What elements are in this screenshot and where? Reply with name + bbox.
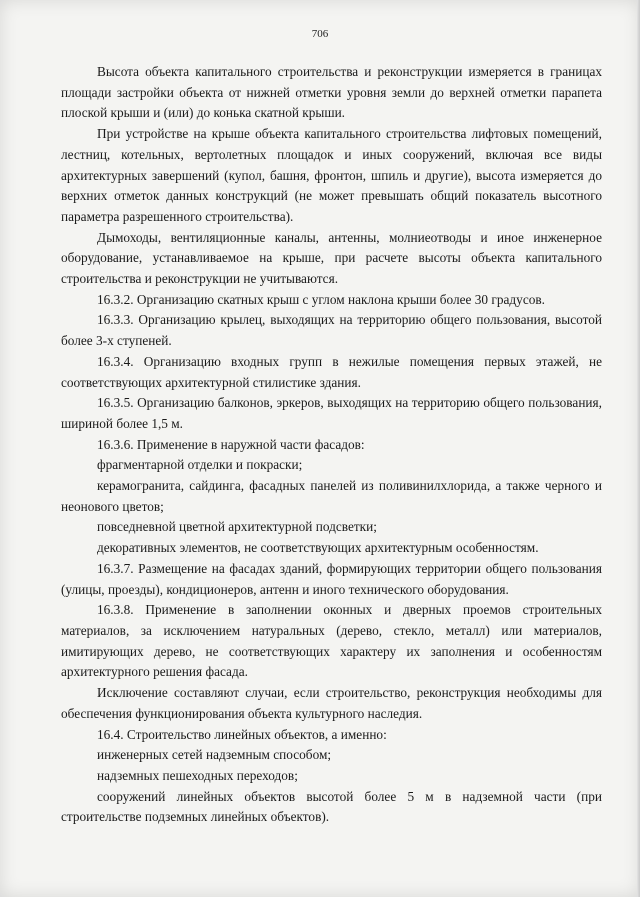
paragraph: 16.3.7. Размещение на фасадах зданий, формирующих территории общего пользования (улицы, проезды), кондиционеров, антенн и иного технического оборудования. <box>61 560 602 597</box>
paragraph: 16.4. Строительство линейных объектов, а именно: <box>97 726 387 742</box>
list-item: повседневной цветной архитектурной подсветки; <box>97 519 377 535</box>
list-item: декоративных элементов, не соответствующих архитектурным особенностям. <box>97 540 539 556</box>
paragraph: 16.3.6. Применение в наружной части фасадов: <box>97 436 365 452</box>
paragraph: Исключение составляют случаи, если строительство, реконструкция необходимы для обеспечения функционирования объекта культурного наследия. <box>61 685 602 721</box>
document-body <box>61 62 602 828</box>
paragraph: 16.3.3. Организацию крылец, выходящих на территорию общего пользования, высотой более 3-х ступеней. <box>61 312 602 349</box>
list-item: сооружений линейных объектов высотой более 5 м в надземной части (при строительстве подземных линейных объектов). <box>61 788 602 825</box>
paragraph: При устройстве на крыше объекта капитального строительства лифтовых помещений, лестниц, котельных, вертолетных площадок и иных сооружений, включая все виды архитектурных завершений (купол, башня, фронтон, шпиль и другие), высота измеряется до верхних отметок данных конструкций (не может превышать общий показатель высотного параметра разрешенного строительства). <box>61 126 602 224</box>
list-item: надземных пешеходных переходов; <box>97 767 298 783</box>
list-item: керамогранита, сайдинга, фасадных панелей из поливинилхлорида, а также черного и неонового цветов; <box>61 478 602 514</box>
paragraph: 16.3.5. Организацию балконов, эркеров, выходящих на территорию общего пользования, шириной более 1,5 м. <box>61 395 602 431</box>
paragraph: Высота объекта капитального строительства и реконструкции измеряется в границах площади застройки объекта от нижней отметки уровня земли до верхней отметки парапета плоской крыши и (или) до конька скатной крыши. <box>61 64 602 121</box>
page-number: 706 <box>311 28 329 40</box>
list-item: фрагментарной отделки и покраски; <box>97 457 303 473</box>
paragraph: 16.3.2. Организацию скатных крыш с углом наклона крыши более 30 градусов. <box>97 291 545 307</box>
paragraph: Дымоходы, вентиляционные каналы, антенны, молниеотводы и иное инженерное оборудование, устанавливаемое на крыше, при расчете высоты объекта капитального строительства и реконструкции не учитываются. <box>61 229 602 287</box>
list-item: инженерных сетей надземным способом; <box>97 747 332 763</box>
paragraph: 16.3.8. Применение в заполнении оконных и дверных проемов строительных материалов, за исключением натуральных (дерево, стекло, металл) или материалов, имитирующих дерево, не соответствующих характеру их заполнения и особенностям архитектурного решения фасада. <box>61 602 602 680</box>
paragraph: 16.3.4. Организацию входных групп в нежилые помещения первых этажей, не соответствующих архитектурной стилистике здания. <box>61 353 602 390</box>
